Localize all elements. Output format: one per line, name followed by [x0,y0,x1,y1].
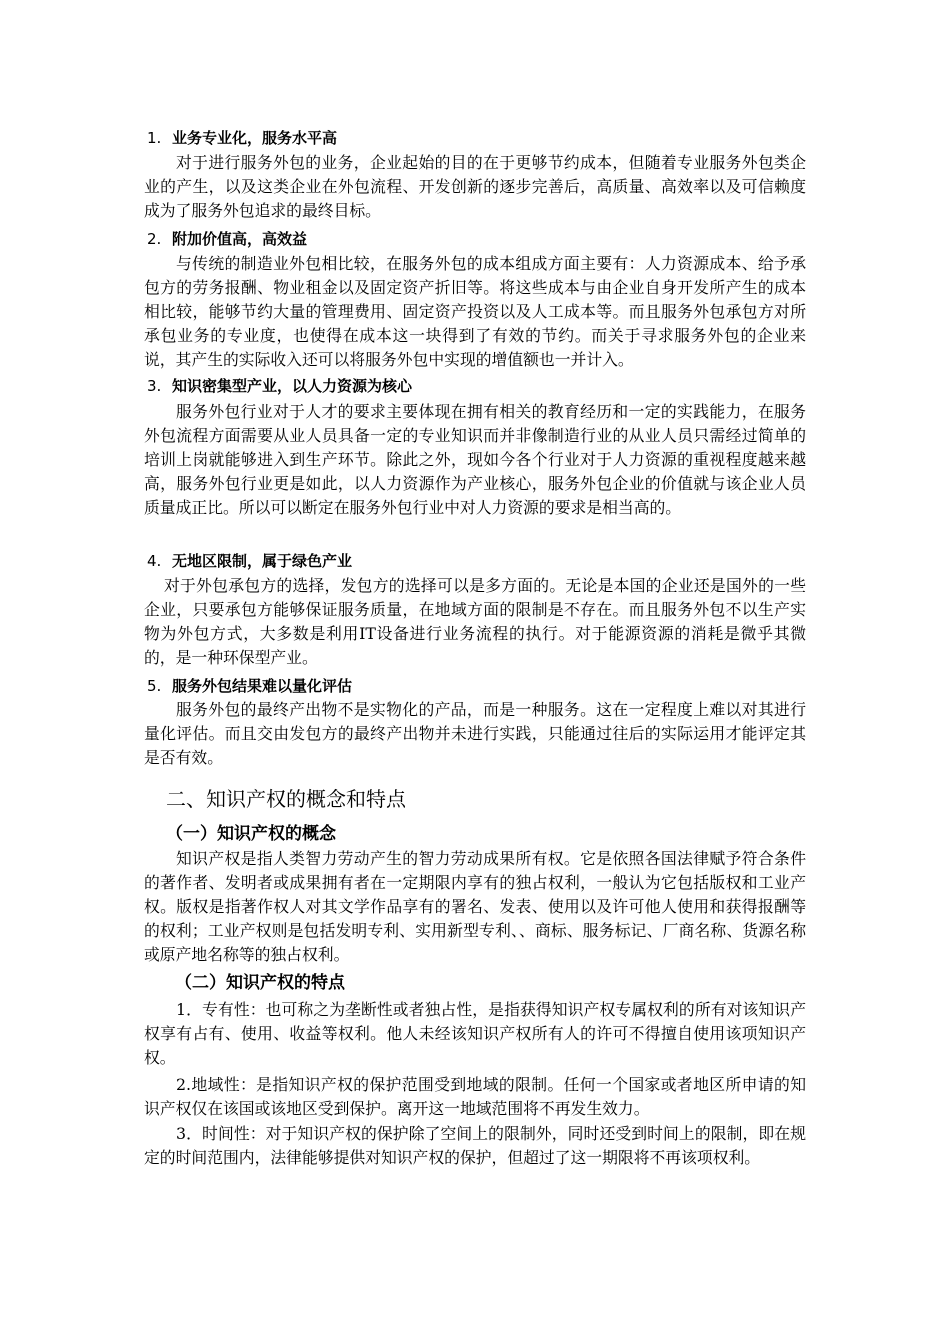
feature-point-3: 3．时间性：对于知识产权的保护除了空间上的限制外，同时还受到时间上的限制，即在规定的时间范围内，法律能够提供对知识产权的保护，但超过了这一期限将不再该项权利。 [144,1124,806,1167]
item-4-heading [147,550,352,572]
item-3-title: 知识密集型产业，以人力资源为核心 [172,377,413,395]
item-1-heading [147,127,337,149]
item-1-title: 业务专业化，服务水平高 [172,129,338,147]
subsection-1-body: 知识产权是指人类智力劳动产生的智力劳动成果所有权。它是依照各国法律赋予符合条件的著作者、发明者或成果拥有者在一定期限内享有的独占权利，一般认为它包括版权和工业产权。版权是指著作权人对其文学作品享有的署名、发表、使用以及许可他人使用和获得报酬等的权利；工业产权则是包括发明专利、实用新型专利、、商标、服务标记、厂商名称、货源名称或原产地名称等的独占权利。 [144,849,806,964]
item-3-heading [147,375,412,397]
item-2-heading [147,228,307,250]
item-1-body: 对于进行服务外包的业务，企业起始的目的在于更够节约成本，但随着专业服务外包类企业的产生，以及这类企业在外包流程、开发创新的逐步完善后，高质量、高效率以及可信赖度成为了服务外包追求的最终目标。 [144,153,806,220]
item-5-body: 服务外包的最终产出物不是实物化的产品，而是一种服务。这在一定程度上难以对其进行量化评估。而且交由发包方的最终产出物并未进行实践，只能通过往后的实际运用才能评定其是否有效。 [144,700,806,767]
item-4-number: 4. [147,552,162,570]
section-2-heading: 二、知识产权的概念和特点 [166,787,406,811]
item-5-title: 服务外包结果难以量化评估 [172,677,353,695]
item-3-body: 服务外包行业对于人才的要求主要体现在拥有相关的教育经历和一定的实践能力，在服务外包流程方面需要从业人员具备一定的专业知识而并非像制造行业的从业人员只需经过简单的培训上岗就能够进入到生产环节。除此之外，现如今各个行业对于人力资源的重视程度越来越高，服务外包行业更是如此，以人力资源作为产业核心，服务外包企业的价值就与该企业人员质量成正比。所以可以断定在服务外包行业中对人力资源的要求是相当高的。 [144,402,806,517]
item-4-title: 无地区限制，属于绿色产业 [172,552,353,570]
item-2-title: 附加价值高，高效益 [172,230,308,248]
item-5-number: 5. [147,677,162,695]
subsection-2-heading: （二）知识产权的特点 [175,973,345,993]
item-2-number: 2. [147,230,162,248]
feature-point-1: 1．专有性：也可称之为垄断性或者独占性，是指获得知识产权专属权利的所有对该知识产权享有占有、使用、收益等权利。他人未经该知识产权所有人的许可不得擅自使用该项知识产权。 [144,1000,806,1067]
item-2-body: 与传统的制造业外包相比较，在服务外包的成本组成方面主要有：人力资源成本、给予承包方的劳务报酬、物业租金以及固定资产折旧等。将这些成本与由企业自身开发所产生的成本相比较，能够节约大量的管理费用、固定资产投资以及人工成本等。而且服务外包承包方对所承包业务的专业度，也使得在成本这一块得到了有效的节约。而关于寻求服务外包的企业来说，其产生的实际收入还可以将服务外包中实现的增值额也一并计入。 [144,254,806,369]
item-3-number: 3. [147,377,162,395]
item-4-body: 对于外包承包方的选择，发包方的选择可以是多方面的。无论是本国的企业还是国外的一些企业，只要承包方能够保证服务质量，在地域方面的限制是不存在。而且服务外包不以生产实物为外包方式，大多数是利用IT设备进行业务流程的执行。对于能源资源的消耗是微乎其微的，是一种环保型产业。 [144,576,806,667]
item-1-number: 1. [147,129,162,147]
feature-point-2: 2.地域性：是指知识产权的保护范围受到地域的限制。任何一个国家或者地区所申请的知识产权仅在该国或该地区受到保护。离开这一地域范围将不再发生效力。 [144,1075,806,1118]
item-5-heading [147,675,352,697]
subsection-1-heading: （一）知识产权的概念 [166,824,336,844]
